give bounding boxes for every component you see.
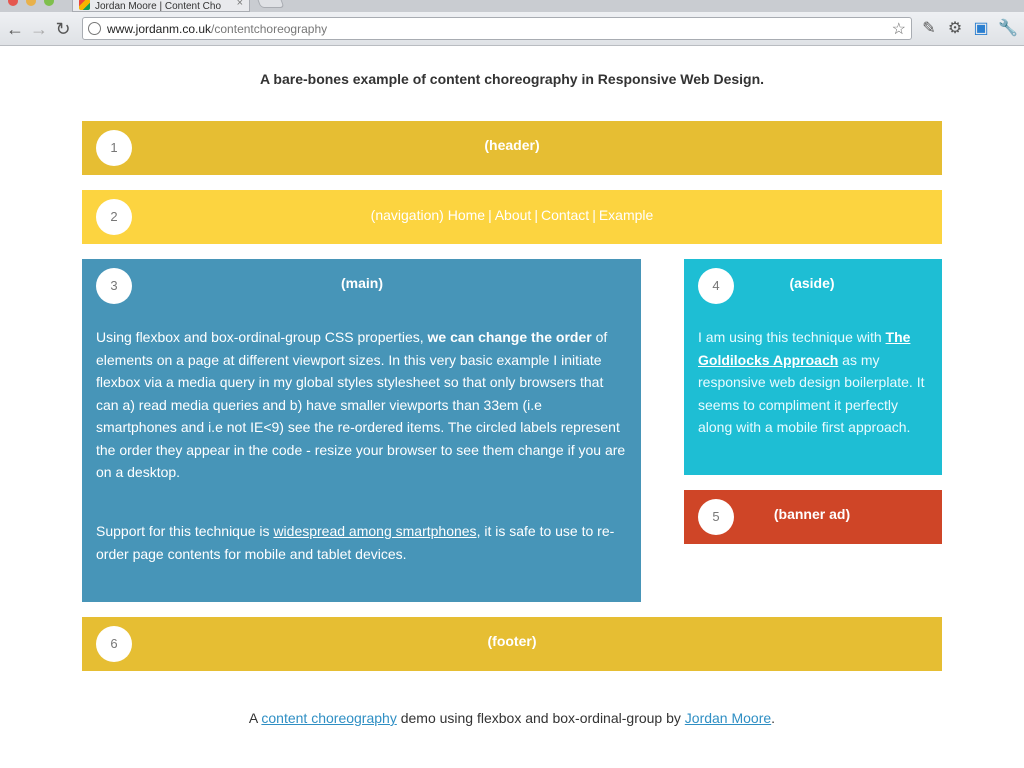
nav-link-about[interactable]: About (494, 207, 532, 223)
main-text: Using flexbox and box-ordinal-group CSS properties, (96, 329, 428, 345)
reload-icon[interactable]: ↻ (55, 19, 71, 39)
aside-text: I am using this technique with (698, 329, 886, 345)
block-label: (banner ad) (773, 506, 851, 522)
order-badge: 1 (96, 130, 132, 166)
back-arrow-icon[interactable]: ← (6, 19, 24, 39)
globe-icon (88, 22, 101, 35)
credit-text: demo using flexbox and box-ordinal-group by (396, 710, 685, 726)
page-content (0, 46, 1024, 768)
nav-separator: | (534, 207, 538, 223)
goldilocks-approach-link[interactable]: The Goldilocks Approach (698, 329, 911, 368)
nav-prefix: (navigation) (370, 207, 444, 223)
block-label: (header) (484, 137, 540, 153)
main-text: , it is safe to use to re-order page contents for mobile and tablet devices. (96, 523, 615, 562)
url-text (107, 22, 327, 36)
order-badge: 2 (96, 199, 132, 235)
jordan-moore-link[interactable]: Jordan Moore (684, 710, 772, 726)
order-badge: 6 (96, 626, 132, 662)
minimize-window-button[interactable] (26, 0, 36, 6)
tab-title: Jordan Moore | Content Cho (95, 1, 222, 12)
nav-links (82, 207, 942, 223)
navigation-block (82, 190, 942, 244)
bookmark-star-icon[interactable]: ☆ (891, 21, 906, 38)
content-choreography-link[interactable]: content choreography (261, 710, 397, 726)
browser-toolbar (0, 12, 1024, 46)
page-credit (0, 710, 1024, 726)
credit-text: . (771, 710, 776, 726)
main-emphasis: we can change the order (427, 329, 592, 345)
nav-separator: | (592, 207, 596, 223)
favicon-icon (79, 0, 90, 10)
main-text: of elements on a page at different viewport sizes. In this very basic example I initiate flexbox via a media query in my global styles stylesheet so that only browsers that can a) read media queries and b) have smaller viewports than 33em (i.e smartphones and i.e not IE<9) see the re-ordered items. The circled labels represent the order they appear in the code - resize your browser to see them change if you are on a desktop. (96, 329, 626, 480)
block-label: (footer) (487, 633, 537, 649)
footer-block (82, 617, 942, 671)
aside-block (684, 259, 942, 475)
order-badge: 3 (96, 268, 132, 304)
smartphones-support-link[interactable]: widespread among smartphones (273, 523, 477, 539)
banner-ad-block (684, 490, 942, 544)
credit-text: A (248, 710, 262, 726)
tab-close-icon[interactable]: × (236, 0, 243, 9)
eyedropper-icon[interactable]: ✎ (922, 20, 936, 37)
cast-icon[interactable]: ▣ (973, 20, 989, 37)
tab-strip (0, 0, 1024, 12)
aside-text: as my responsive web design boilerplate. It seems to compliment it perfectly along with a mobile first approach. (698, 351, 925, 435)
nav-link-home[interactable]: Home (447, 207, 486, 223)
forward-arrow-icon[interactable]: → (30, 19, 48, 39)
main-text: Support for this technique is (96, 523, 274, 539)
order-badge: 5 (698, 499, 734, 535)
main-paragraph-2 (96, 520, 631, 565)
nav-separator: | (488, 207, 492, 223)
aside-paragraph (698, 326, 930, 439)
url-host: www.jordanm.co.uk (107, 22, 212, 36)
url-path: /contentchoreography (211, 22, 328, 36)
nav-link-contact[interactable]: Contact (540, 207, 590, 223)
wrench-icon[interactable]: 🔧 (998, 20, 1018, 37)
close-window-button[interactable] (8, 0, 18, 6)
zoom-window-button[interactable] (44, 0, 54, 6)
order-badge: 4 (698, 268, 734, 304)
gear-icon[interactable]: ⚙ (947, 20, 963, 37)
header-block (82, 121, 942, 175)
address-bar[interactable] (82, 17, 912, 40)
main-paragraph-1 (96, 326, 626, 484)
page-intro: A bare-bones example of content choreography in Responsive Web Design. (259, 71, 765, 87)
block-label: (main) (341, 275, 383, 291)
block-label: (aside) (789, 275, 835, 291)
new-tab-button[interactable] (255, 0, 284, 8)
browser-tab[interactable] (72, 0, 250, 12)
nav-link-example[interactable]: Example (598, 207, 654, 223)
main-block (82, 259, 641, 602)
